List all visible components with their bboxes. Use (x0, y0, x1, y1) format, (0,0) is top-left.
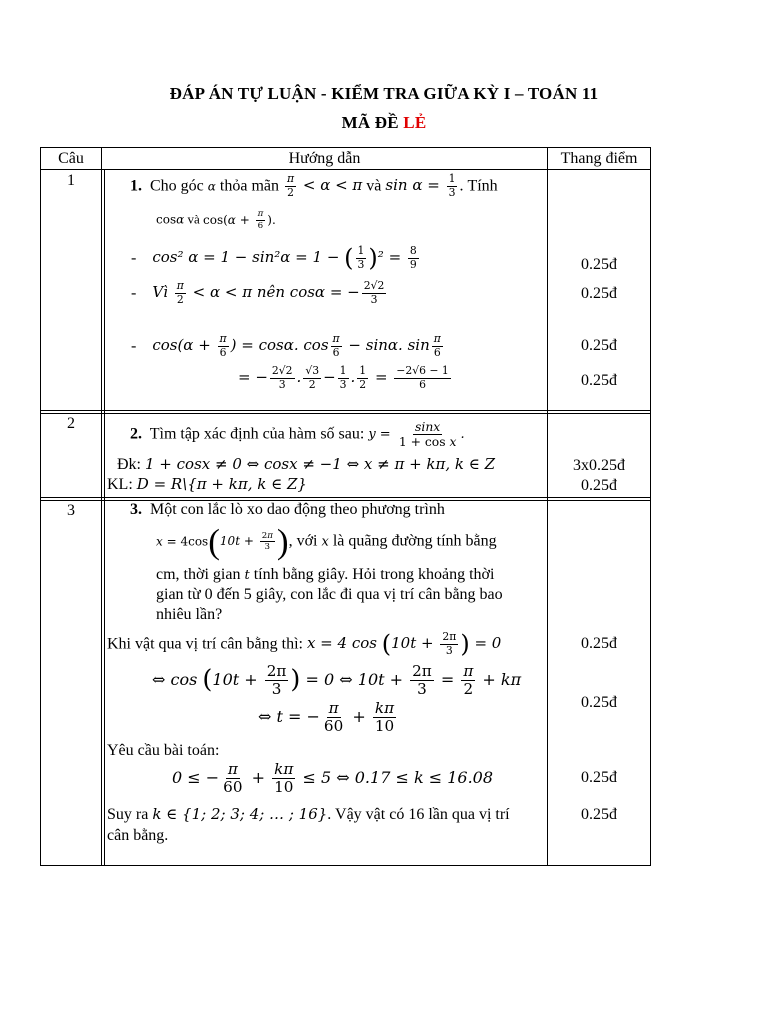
q1-statement-2: cosα và cos(α + $\frac{\pi}{6}$ ). (156, 209, 276, 231)
q3-score: 0.25đ (581, 635, 617, 652)
page-title: ĐÁP ÁN TỰ LUẬN - KIỂM TRA GIỮA KỲ I – TOÁN 11 (169, 84, 599, 103)
q3-statement: 3. Một con lắc lò xo dao động theo phương trình (130, 501, 445, 518)
table-line (650, 147, 651, 866)
q3-step-2: ⇔ cos (10t + $\frac{2\pi}{3}$ ) = 0 ⇔ 10t + $\frac{2\pi}{3}$ = $\frac{\pi}{2}$ + kπ (152, 662, 522, 699)
q2-score: 0.25đ (581, 477, 617, 494)
header-huong-dan: Hướng dẫn (288, 150, 361, 167)
q1-score: 0.25đ (581, 337, 617, 354)
q3-score: 0.25đ (581, 769, 617, 786)
q1-step-4: = − $\frac{2√2}{3}$ . $\frac{√3}{2}$ − $\frac{1}{3}$ . $\frac{1}{2}$ = $\frac{-2√6 - 1}{6}$ (238, 364, 449, 391)
q2-condition: Đk: 1 + cosx ≠ 0 ⇔ cosx ≠ −1 ⇔ x ≠ π + kπ, k ∈ Z (117, 455, 496, 473)
q3-statement-5: nhiêu lần? (156, 606, 223, 623)
table-line (40, 169, 651, 170)
table-line (40, 413, 651, 414)
q1-score: 0.25đ (581, 285, 617, 302)
exam-code-prefix: MÃ ĐỀ (341, 113, 399, 132)
q1-score: 0.25đ (581, 256, 617, 273)
q3-score: 0.25đ (581, 694, 617, 711)
table-line (104, 169, 105, 866)
q1-step-2: - Vì $\frac{\pi}{2}$ < α < π nên cosα = − $\frac{2√2}{3}$ (131, 279, 385, 306)
q1-step-1: - cos² α = 1 − sin²α = 1 − ( $\frac{1}{3}$ )² = $\frac{8}{9}$ (131, 244, 417, 273)
table-line (40, 497, 651, 498)
q3-step-1: Khi vật qua vị trí cân bằng thì: x = 4 cos (10t + $\frac{2\pi}{3}$ ) = 0 (107, 630, 502, 659)
q3-statement-4: gian từ 0 đến 5 giây, con lắc đi qua vị trí cân bằng bao (156, 586, 503, 603)
table-line (40, 865, 651, 866)
header-thang-diem: Thang điểm (560, 150, 638, 167)
q3-score: 0.25đ (581, 806, 617, 823)
q2-statement: 2. Tìm tập xác định của hàm số sau: y = $\frac{\sin x}{\text{1 + cos x}}$ . (130, 420, 465, 450)
q3-conclusion: Suy ra k ∈ {1; 2; 3; 4; … ; 16}. Vậy vật có 16 lần qua vị trí (107, 805, 510, 823)
table-line (40, 410, 651, 411)
q3-statement-2: x = 4cos(10t + $\frac{2\pi}{3}$ ), với x là quãng đường tính bằng (156, 522, 497, 561)
question-number: 2 (67, 415, 75, 432)
question-number: 3 (67, 502, 75, 519)
header-cau: Câu (58, 150, 84, 167)
q3-step-3: ⇔ t = − $\frac{\pi}{60}$ + $\frac{k\pi}{10}$ (258, 699, 395, 736)
item-number: 3. (130, 501, 142, 518)
table-line (40, 147, 651, 148)
item-number: 1. (130, 177, 142, 195)
q1-step-3: - cos(α + $\frac{\pi}{6}$ ) = cosα. cos $\frac{\pi}{6}$ − sinα. sin $\frac{\pi}{6}$ (131, 332, 441, 359)
q2-score: 3x0.25đ (573, 457, 625, 474)
table-line (547, 147, 548, 866)
q3-conclusion-2: cân bằng. (107, 827, 169, 844)
question-number: 1 (67, 172, 75, 189)
q3-step-4: 0 ≤ − $\frac{\pi}{60}$ + $\frac{k\pi}{10}$ ≤ 5 ⇔ 0.17 ≤ k ≤ 16.08 (172, 760, 494, 797)
item-number: 2. (130, 425, 142, 443)
q2-conclusion: KL: D = R\{π + kπ, k ∈ Z} (107, 475, 307, 493)
q1-statement: 1. Cho góc α thỏa mãn $\frac{\pi}{2}$ < α < π và sin α = $\frac{1}{3}$ . Tính (130, 172, 498, 199)
q3-statement-3: cm, thời gian t tính bằng giây. Hỏi trong khoảng thời (156, 566, 495, 583)
exam-code (0, 113, 768, 133)
q3-requirement: Yêu cầu bài toán: (107, 742, 220, 759)
exam-code-value: LẺ (403, 113, 427, 132)
q1-score: 0.25đ (581, 372, 617, 389)
